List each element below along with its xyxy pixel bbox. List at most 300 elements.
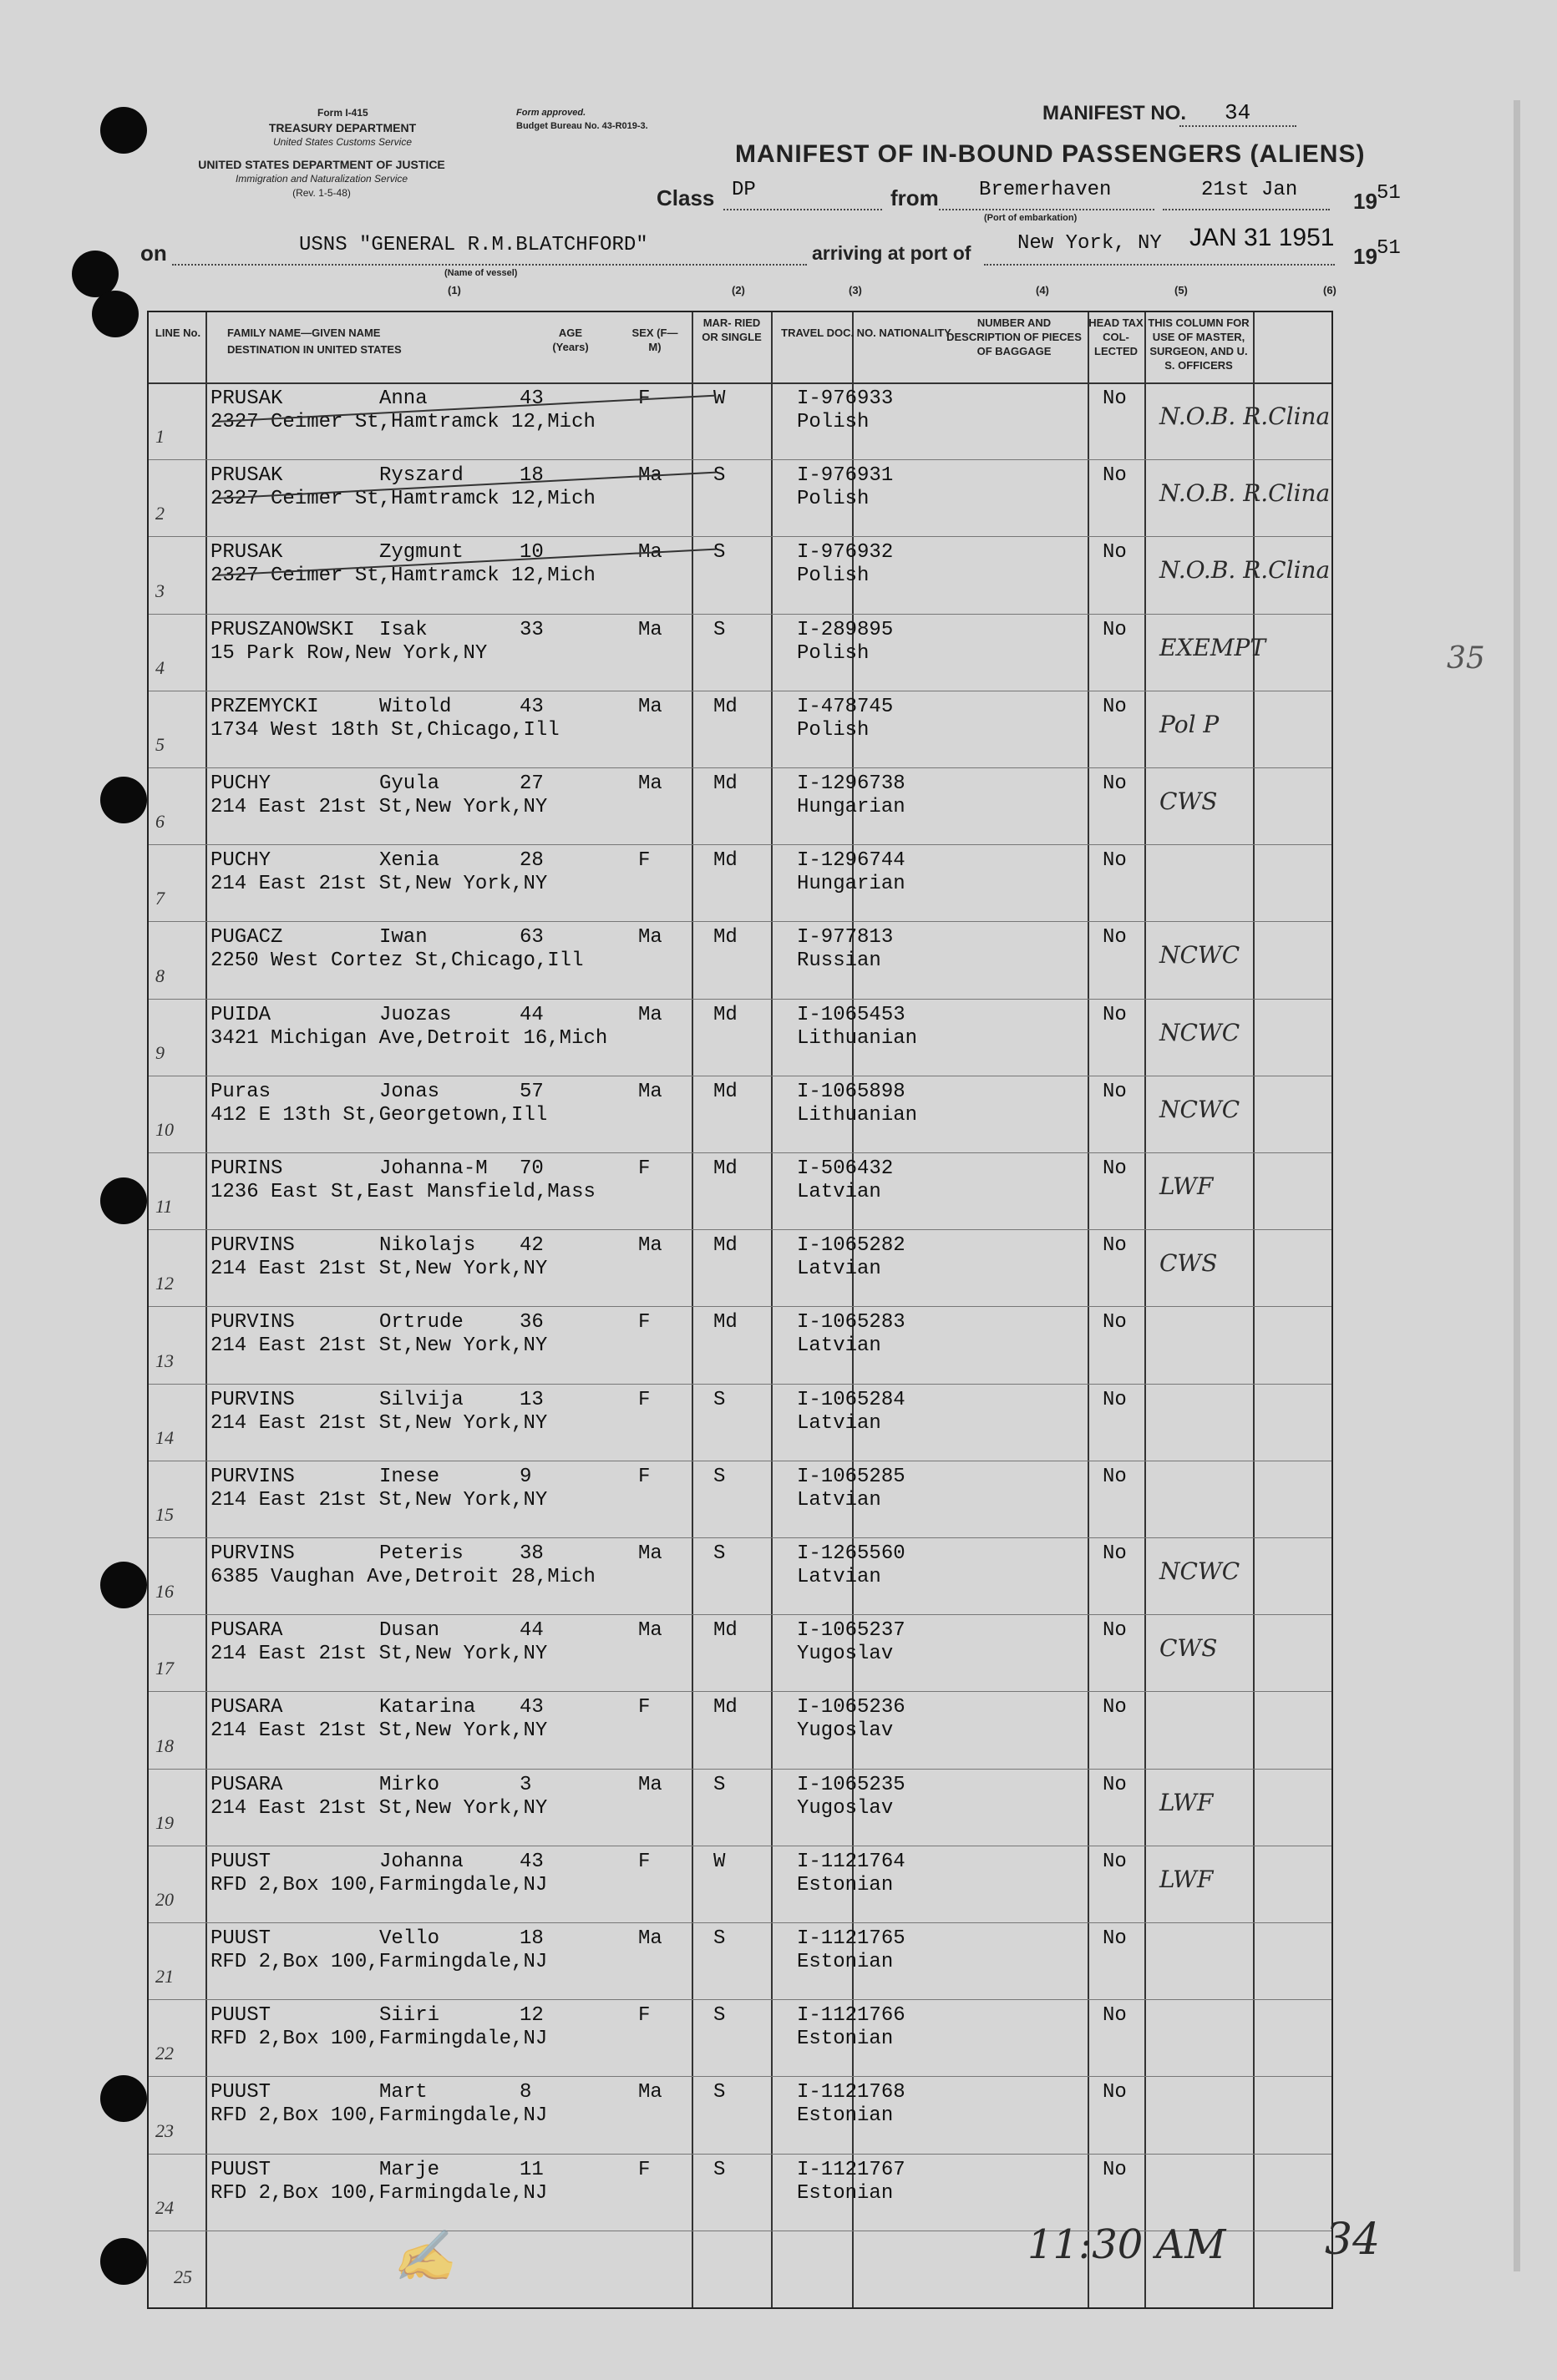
family-name: PRUSZANOWSKI (210, 618, 355, 641)
line-number: 14 (155, 1426, 174, 1448)
marital-status: W (713, 1850, 726, 1873)
arrival-underline (984, 264, 1335, 266)
family-name: PUSARA (210, 1619, 283, 1643)
on-label: on (140, 241, 167, 266)
table-row (149, 1537, 1331, 1614)
table-row (149, 999, 1331, 1076)
given-name: Johanna (379, 1850, 464, 1873)
sex-cell: Ma (638, 1003, 662, 1026)
marital-status: S (713, 2158, 726, 2181)
family-name: PUSARA (210, 1696, 283, 1719)
marital-status: S (713, 2081, 726, 2104)
given-name: Johanna-M (379, 1157, 488, 1180)
travel-doc-no: I-1065283 (797, 1311, 905, 1334)
page-title: MANIFEST OF IN-BOUND PASSENGERS (ALIENS) (735, 140, 1366, 168)
family-name: PUIDA (210, 1003, 271, 1026)
officer-signature: ✍ (393, 2227, 455, 2286)
line-number: 20 (155, 1888, 174, 1910)
margin-number: 35 (1447, 641, 1485, 676)
line-number: 4 (155, 656, 165, 678)
head-tax: No (1103, 1080, 1127, 1103)
marital-status: S (713, 1773, 726, 1796)
column-number: (3) (849, 284, 862, 296)
sex-cell: F (638, 1388, 651, 1411)
destination-address: 2250 West Cortez St,Chicago,Ill (210, 949, 584, 973)
table-row (149, 1614, 1331, 1691)
head-tax: No (1103, 1850, 1127, 1873)
line-number: 9 (155, 1041, 165, 1063)
line-number: 18 (155, 1734, 174, 1756)
nationality: Yugoslav (797, 1643, 894, 1666)
marital-status: Md (713, 1003, 738, 1026)
travel-doc-no: I-289895 (797, 618, 894, 641)
travel-doc-no: I-1065285 (797, 1465, 905, 1488)
arrival-date-stamp: JAN 31 1951 (1189, 224, 1335, 251)
age-cell: 43 (520, 1850, 544, 1873)
head-tax: No (1103, 1465, 1127, 1488)
officer-note: LWF (1159, 1788, 1214, 1816)
age-cell: 12 (520, 2004, 544, 2028)
family-name: PUGACZ (210, 926, 283, 949)
age-cell: 33 (520, 618, 544, 641)
table-row (149, 1229, 1331, 1306)
nationality: Estonian (797, 1951, 894, 1973)
head-tax: No (1103, 695, 1127, 718)
officer-note: CWS (1159, 1249, 1218, 1278)
marital-status: Md (713, 849, 738, 873)
header-married: MAR- RIED OR SINGLE (702, 316, 762, 343)
dept-treasury-sub: United States Customs Service (272, 136, 413, 148)
age-cell: 13 (520, 1388, 544, 1411)
destination-address: 6385 Vaughan Ave,Detroit 28,Mich (210, 1566, 596, 1588)
destination-address: 15 Park Row,New York,NY (210, 641, 488, 665)
header-name: FAMILY NAME—GIVEN NAME (227, 327, 381, 339)
nationality: Polish (797, 411, 870, 433)
arrival-year: 51 (1377, 237, 1401, 260)
destination-address: 214 East 21st St,New York,NY (210, 1643, 548, 1666)
header-sex: SEX (F—M) (631, 327, 678, 353)
column-number: (4) (1036, 284, 1049, 296)
officer-note: NCWC (1159, 1557, 1240, 1585)
age-cell: 44 (520, 1003, 544, 1026)
given-name: Silvija (379, 1388, 464, 1411)
line-number: 3 (155, 580, 165, 601)
given-name: Ryszard (379, 464, 464, 488)
age-cell: 57 (520, 1080, 544, 1103)
table-row (149, 614, 1331, 691)
table-row (149, 1691, 1331, 1768)
family-name: PUUST (210, 1927, 271, 1950)
nationality: Latvian (797, 1334, 881, 1358)
sex-cell: F (638, 2004, 651, 2028)
footer-time: 11:30 AM (1027, 2221, 1226, 2268)
head-tax: No (1103, 1311, 1127, 1334)
manifest-no-underline (1179, 125, 1296, 127)
line-number: 16 (155, 1581, 174, 1603)
dept-justice-sub: Immigration and Naturalization Service (235, 173, 408, 185)
travel-doc-no: I-1065284 (797, 1388, 905, 1411)
head-tax: No (1103, 2158, 1127, 2181)
punch-hole (92, 291, 139, 337)
table-row (149, 2076, 1331, 2153)
marital-status: Md (713, 772, 738, 795)
age-cell: 18 (520, 464, 544, 488)
head-tax: No (1103, 1542, 1127, 1565)
head-tax: No (1103, 387, 1127, 410)
line-number: 22 (155, 2043, 174, 2064)
family-name: PUUST (210, 2158, 271, 2181)
head-tax: No (1103, 1773, 1127, 1796)
manifest-table (147, 311, 1333, 2309)
line-number: 8 (155, 965, 165, 986)
header-travel-doc: TRAVEL DOC. NO. NATIONALITY (781, 327, 951, 339)
head-tax: No (1103, 2004, 1127, 2028)
family-name: PUCHY (210, 849, 271, 873)
destination-address: 1236 East St,East Mansfield,Mass (210, 1181, 596, 1203)
officer-note: NCWC (1159, 1018, 1240, 1046)
marital-status: Md (713, 1619, 738, 1643)
head-tax: No (1103, 1157, 1127, 1180)
table-row (149, 921, 1331, 998)
footer-page-number: 34 (1325, 2215, 1381, 2265)
nationality: Polish (797, 565, 870, 588)
budget-bureau: Budget Bureau No. 43-R019-3. (516, 121, 648, 131)
marital-status: Md (713, 926, 738, 949)
travel-doc-no: I-1121764 (797, 1850, 905, 1873)
sex-cell: Ma (638, 464, 662, 488)
age-cell: 10 (520, 541, 544, 565)
officer-note: CWS (1159, 1634, 1218, 1663)
marital-status: S (713, 1927, 726, 1950)
sex-cell: F (638, 1311, 651, 1334)
age-cell: 70 (520, 1157, 544, 1180)
officer-note: LWF (1159, 1172, 1214, 1200)
form-revision: (Rev. 1-5-48) (292, 187, 351, 199)
table-row (149, 844, 1331, 921)
head-tax: No (1103, 849, 1127, 873)
given-name: Vello (379, 1927, 440, 1950)
given-name: Ortrude (379, 1311, 464, 1334)
line-number: 17 (155, 1658, 174, 1679)
from-underline (939, 209, 1154, 210)
destination-address: 214 East 21st St,New York,NY (210, 1258, 548, 1281)
marital-status: Md (713, 1234, 738, 1258)
form-number: Form I-415 (317, 107, 368, 119)
travel-doc-no: I-1296738 (797, 772, 905, 795)
destination-address: RFD 2,Box 100,Farmingdale,NJ (210, 1951, 548, 1973)
family-name: PURINS (210, 1157, 283, 1180)
punch-hole (100, 1562, 147, 1608)
line-number: 24 (155, 2196, 174, 2218)
marital-status: Md (713, 1080, 738, 1103)
embarkation-note: (Port of embarkation) (984, 213, 1078, 223)
table-row (149, 382, 1331, 459)
officer-note: N.O.B. R.Clina (1159, 403, 1331, 430)
travel-doc-no: I-506432 (797, 1157, 894, 1180)
travel-doc-no: I-976931 (797, 464, 894, 488)
manifest-no-label: MANIFEST NO. (1042, 102, 1186, 124)
destination-address: 2327 Ceimer St,Hamtramck 12,Mich (210, 411, 596, 433)
line-number: 15 (155, 1503, 174, 1525)
family-name: PURVINS (210, 1542, 295, 1565)
nationality: Latvian (797, 1181, 881, 1203)
page-edge (1514, 100, 1520, 2271)
head-tax: No (1103, 1696, 1127, 1719)
destination-address: 214 East 21st St,New York,NY (210, 1719, 548, 1743)
nationality: Lithuanian (797, 1103, 918, 1127)
destination-address: RFD 2,Box 100,Farmingdale,NJ (210, 2104, 548, 2128)
head-tax: No (1103, 464, 1127, 488)
sex-cell: Ma (638, 541, 662, 565)
given-name: Inese (379, 1465, 440, 1488)
line-number: 1 (155, 426, 165, 448)
header-head-tax: HEAD TAX COL- LECTED (1088, 316, 1144, 357)
punch-hole (100, 1177, 147, 1224)
nationality: Estonian (797, 2104, 894, 2128)
marital-status: S (713, 2004, 726, 2028)
age-cell: 43 (520, 1696, 544, 1719)
family-name: PRZEMYCKI (210, 695, 319, 718)
line-number: 7 (155, 888, 165, 909)
punch-hole (100, 2075, 147, 2122)
line-number: 25 (174, 2266, 192, 2287)
nationality: Polish (797, 718, 870, 742)
marital-status: Md (713, 1311, 738, 1334)
nationality: Yugoslav (797, 1719, 894, 1743)
header-line-no: LINE No. (155, 327, 201, 339)
manifest-no-value: 34 (1225, 100, 1251, 125)
marital-status: S (713, 1465, 726, 1488)
table-row (149, 2154, 1331, 2231)
travel-doc-no: I-1065235 (797, 1773, 905, 1796)
age-cell: 42 (520, 1234, 544, 1258)
officer-note: N.O.B. R.Clina (1159, 556, 1331, 585)
destination-address: 214 East 21st St,New York,NY (210, 1488, 548, 1512)
family-name: PRUSAK (210, 541, 283, 565)
year-prefix: 19 (1353, 189, 1377, 214)
officer-note: NCWC (1159, 941, 1240, 970)
header-officers: THIS COLUMN FOR USE OF MASTER, SURGEON, AND U. S. OFFICERS (1148, 316, 1250, 372)
officer-note: EXEMPT (1159, 633, 1265, 661)
nationality: Latvian (797, 1411, 881, 1435)
officer-note: Pol P (1159, 710, 1220, 738)
officer-note: NCWC (1159, 1095, 1240, 1123)
destination-address: 214 East 21st St,New York,NY (210, 796, 548, 818)
marital-status: S (713, 464, 726, 488)
family-name: PRUSAK (210, 387, 283, 410)
table-row (149, 1846, 1331, 1922)
sex-cell: Ma (638, 618, 662, 641)
age-cell: 8 (520, 2081, 532, 2104)
table-row (149, 1922, 1331, 1999)
family-name: PURVINS (210, 1388, 295, 1411)
table-row (149, 1461, 1331, 1537)
given-name: Katarina (379, 1696, 476, 1719)
head-tax: No (1103, 772, 1127, 795)
nationality: Latvian (797, 1566, 881, 1588)
given-name: Peteris (379, 1542, 464, 1565)
family-name: PUUST (210, 2004, 271, 2028)
nationality: Polish (797, 641, 870, 665)
given-name: Iwan (379, 926, 428, 949)
embarkation-port: Bremerhaven (979, 179, 1112, 201)
travel-doc-no: I-977813 (797, 926, 894, 949)
destination-address: 2327 Ceimer St,Hamtramck 12,Mich (210, 488, 596, 511)
table-row (149, 1152, 1331, 1229)
given-name: Mirko (379, 1773, 440, 1796)
punch-hole (100, 777, 147, 823)
line-number: 2 (155, 503, 165, 524)
travel-doc-no: I-1065236 (797, 1696, 905, 1719)
year-value: 51 (1377, 182, 1401, 205)
given-name: Juozas (379, 1003, 452, 1026)
given-name: Siiri (379, 2004, 440, 2028)
marital-status: W (713, 387, 726, 410)
nationality: Hungarian (797, 796, 905, 818)
travel-doc-no: I-1121767 (797, 2158, 905, 2181)
sex-cell: Ma (638, 1080, 662, 1103)
vessel-note: (Name of vessel) (444, 268, 518, 278)
family-name: PURVINS (210, 1465, 295, 1488)
travel-doc-no: I-1121768 (797, 2081, 905, 2104)
table-row (149, 1769, 1331, 1846)
class-value: DP (732, 179, 756, 201)
sex-cell: Ma (638, 1773, 662, 1796)
line-number: 10 (155, 1118, 174, 1140)
nationality: Estonian (797, 2028, 894, 2051)
destination-address: RFD 2,Box 100,Farmingdale,NJ (210, 1873, 548, 1896)
age-cell: 27 (520, 772, 544, 795)
head-tax: No (1103, 1927, 1127, 1950)
destination-address: 214 East 21st St,New York,NY (210, 1796, 548, 1820)
line-number: 19 (155, 1811, 174, 1833)
table-row (149, 1306, 1331, 1383)
line-number: 21 (155, 1966, 174, 1988)
age-cell: 44 (520, 1619, 544, 1643)
age-cell: 9 (520, 1465, 532, 1488)
head-tax: No (1103, 1234, 1127, 1258)
sex-cell: F (638, 1465, 651, 1488)
table-row (149, 1384, 1331, 1461)
travel-doc-no: I-1296744 (797, 849, 905, 873)
head-tax: No (1103, 618, 1127, 641)
given-name: Zygmunt (379, 541, 464, 565)
punch-hole (100, 107, 147, 154)
column-number: (1) (448, 284, 461, 296)
family-name: PUUST (210, 1850, 271, 1873)
nationality: Hungarian (797, 873, 905, 896)
travel-doc-no: I-976932 (797, 541, 894, 565)
given-name: Mart (379, 2081, 428, 2104)
destination-address: 1734 West 18th St,Chicago,Ill (210, 718, 560, 742)
given-name: Anna (379, 387, 428, 410)
family-name: Puras (210, 1080, 271, 1103)
form-approved: Form approved. (516, 108, 586, 118)
officer-note: LWF (1159, 1865, 1214, 1893)
line-number: 11 (155, 1196, 173, 1218)
sex-cell: Ma (638, 2081, 662, 2104)
family-name: PUSARA (210, 1773, 283, 1796)
marital-status: Md (713, 1157, 738, 1180)
age-cell: 11 (520, 2158, 544, 2181)
destination-address: 3421 Michigan Ave,Detroit 16,Mich (210, 1026, 608, 1050)
given-name: Xenia (379, 849, 440, 873)
travel-doc-no: I-478745 (797, 695, 894, 718)
officer-note: CWS (1159, 787, 1218, 815)
table-row (149, 1999, 1331, 2076)
sex-cell: F (638, 1157, 651, 1180)
given-name: Nikolajs (379, 1234, 476, 1258)
header-baggage: NUMBER AND DESCRIPTION OF PIECES OF BAGGAGE (946, 316, 1082, 357)
age-cell: 3 (520, 1773, 532, 1796)
column-number: (5) (1174, 284, 1188, 296)
marital-status: Md (713, 1696, 738, 1719)
age-cell: 28 (520, 849, 544, 873)
sex-cell: Ma (638, 1234, 662, 1258)
travel-doc-no: I-1121765 (797, 1927, 905, 1950)
family-name: PRUSAK (210, 464, 283, 488)
nationality: Estonian (797, 1873, 894, 1896)
from-label: from (890, 185, 939, 210)
sex-cell: F (638, 387, 651, 410)
class-label: Class (657, 185, 715, 210)
nationality: Yugoslav (797, 1796, 894, 1820)
column-number: (2) (732, 284, 745, 296)
nationality: Russian (797, 949, 881, 973)
destination-address: 412 E 13th St,Georgetown,Ill (210, 1103, 548, 1127)
given-name: Jonas (379, 1080, 440, 1103)
travel-doc-no: I-1265560 (797, 1542, 905, 1565)
departure-date: 21st Jan (1201, 179, 1298, 201)
destination-address: 214 East 21st St,New York,NY (210, 1334, 548, 1358)
nationality: Lithuanian (797, 1026, 918, 1050)
sex-cell: F (638, 849, 651, 873)
table-row (149, 1076, 1331, 1152)
table-row (149, 767, 1331, 844)
age-cell: 43 (520, 387, 544, 410)
destination-address: 2327 Ceimer St,Hamtramck 12,Mich (210, 565, 596, 588)
nationality: Polish (797, 488, 870, 511)
family-name: PURVINS (210, 1311, 295, 1334)
marital-status: S (713, 541, 726, 565)
table-row (149, 691, 1331, 767)
line-number: 13 (155, 1350, 174, 1371)
destination-address: 214 East 21st St,New York,NY (210, 1411, 548, 1435)
line-number: 5 (155, 733, 165, 755)
destination-address: RFD 2,Box 100,Farmingdale,NJ (210, 2028, 548, 2051)
sex-cell: F (638, 2158, 651, 2181)
sex-cell: Ma (638, 1927, 662, 1950)
given-name: Witold (379, 695, 452, 718)
family-name: PURVINS (210, 1234, 295, 1258)
dept-justice: UNITED STATES DEPARTMENT OF JUSTICE (198, 158, 445, 171)
head-tax: No (1103, 541, 1127, 565)
vessel-underline (172, 264, 807, 266)
header-age: AGE (Years) (552, 327, 589, 353)
marital-status: S (713, 618, 726, 641)
head-tax: No (1103, 2081, 1127, 2104)
given-name: Marje (379, 2158, 440, 2181)
line-number: 12 (155, 1273, 174, 1294)
head-tax: No (1103, 926, 1127, 949)
vessel-name: USNS "GENERAL R.M.BLATCHFORD" (299, 234, 648, 256)
travel-doc-no: I-1065453 (797, 1003, 905, 1026)
travel-doc-no: I-1065282 (797, 1234, 905, 1258)
nationality: Latvian (797, 1488, 881, 1512)
sex-cell: F (638, 1850, 651, 1873)
age-cell: 36 (520, 1311, 544, 1334)
line-number: 23 (155, 2119, 174, 2141)
